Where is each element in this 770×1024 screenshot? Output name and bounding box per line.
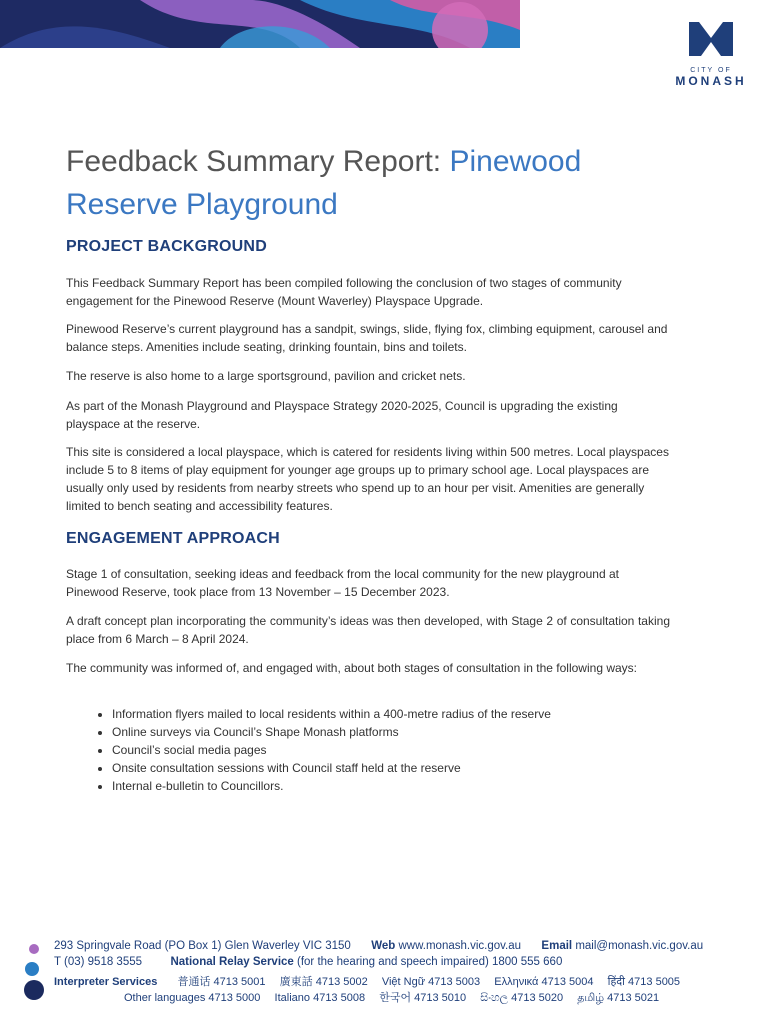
language-entry: 普通话 4713 5001: [177, 976, 266, 988]
footer-web-label: Web: [371, 940, 396, 952]
list-item: • Internal e-bulletin to Councillors.: [112, 777, 712, 795]
page-title: [66, 140, 686, 226]
language-entry: සිංහල 4713 5020: [480, 992, 564, 1004]
title-accent: Pinewood Reserve Playground: [66, 145, 582, 221]
language-entry: 한국어 4713 5010: [379, 992, 467, 1004]
footer-email-link[interactable]: mail@monash.vic.gov.au: [575, 940, 704, 952]
purple-dot-icon: [29, 944, 39, 954]
engagement-paragraph-3: The community was informed of, and engaged with, about both stages of consultation in the following ways:: [66, 661, 637, 675]
city-of-monash-logo: [666, 18, 756, 88]
footer-relay-label: National Relay Service: [170, 956, 294, 968]
list-item: • Online surveys via Council’s Shape Monash platforms: [112, 723, 712, 741]
logo-monash: MONASH: [675, 74, 747, 88]
project-background-heading: PROJECT BACKGROUND: [66, 238, 267, 255]
project-background-paragraph-5: This site is considered a local playspace, which is catered for residents living within 500 metres. Local playspaces include 5 to 8 items of play equipment for younger age groups up to primary school age. Local playspaces are usually only used by residents from nearby streets who spend up to an hour per visit. Amenities are generally limited to bench seating and accessibility features.: [66, 445, 669, 513]
language-entry: Italiano 4713 5008: [274, 992, 366, 1004]
project-background-paragraph-4: As part of the Monash Playground and Playspace Strategy 2020-2025, Council is upgrading the existing playspace at the reserve.: [66, 399, 618, 431]
list-item: • Information flyers mailed to local residents within a 400-metre radius of the reserve: [112, 705, 712, 723]
engagement-paragraph-2: A draft concept plan incorporating the community’s ideas was then developed, with Stage 2 of consultation taking place from 6 March – 8 April 2024.: [66, 614, 670, 646]
engagement-paragraph-1: Stage 1 of consultation, seeking ideas and feedback from the local community for the new playground at Pinewood Reserve, took place from 13 November – 15 December 2023.: [66, 567, 619, 599]
blue-dot-icon: [25, 962, 39, 976]
logo-city-of: CITY OF: [690, 67, 732, 74]
engagement-methods-list: [66, 705, 712, 795]
language-entry: Việt Ngữ 4713 5003: [381, 976, 481, 988]
language-entry: हिंदी 4713 5005: [607, 976, 681, 988]
footer-relay-info: (for the hearing and speech impaired) 1800 555 660: [297, 956, 563, 968]
footer-interpreter-label: Interpreter Services: [54, 976, 158, 988]
header-banner: [0, 0, 520, 48]
project-background-paragraph-2: Pinewood Reserve’s current playground has a sandpit, swings, slide, flying fox, climbing equipment, carousel and balance steps. Amenities include seating, drinking fountain, bins and toilets.: [66, 322, 668, 354]
footer-address: 293 Springvale Road (PO Box 1) Glen Waverley VIC 3150: [54, 940, 351, 952]
footer: [0, 936, 770, 1016]
footer-email-label: Email: [541, 940, 573, 952]
footer-line-3: [54, 973, 680, 989]
project-background-paragraph-3: The reserve is also home to a large sportsground, pavilion and cricket nets.: [66, 369, 466, 383]
language-entry: தமிழ் 4713 5021: [577, 992, 660, 1004]
project-background-paragraph-1: This Feedback Summary Report has been compiled following the conclusion of two stages of community engagement for the Pinewood Reserve (Mount Waverley) Playspace Upgrade.: [66, 276, 622, 308]
footer-line-1: [54, 940, 703, 952]
engagement-approach-heading: ENGAGEMENT APPROACH: [66, 530, 280, 547]
footer-web-link[interactable]: www.monash.vic.gov.au: [398, 940, 522, 952]
footer-line-2: [54, 956, 562, 968]
title-main: Feedback Summary Report:: [66, 145, 450, 178]
language-entry: Other languages 4713 5000: [124, 992, 261, 1004]
language-entry: Ελληνικά 4713 5004: [494, 976, 594, 988]
navy-dot-icon: [24, 980, 44, 1000]
footer-line-4: [124, 989, 659, 1006]
footer-phone: T (03) 9518 3555: [54, 956, 143, 968]
list-item: • Onsite consultation sessions with Council staff held at the reserve: [112, 759, 712, 777]
list-item: • Council’s social media pages: [112, 741, 712, 759]
language-entry: 廣東話 4713 5002: [279, 976, 368, 988]
monash-emblem-icon: [687, 18, 735, 58]
